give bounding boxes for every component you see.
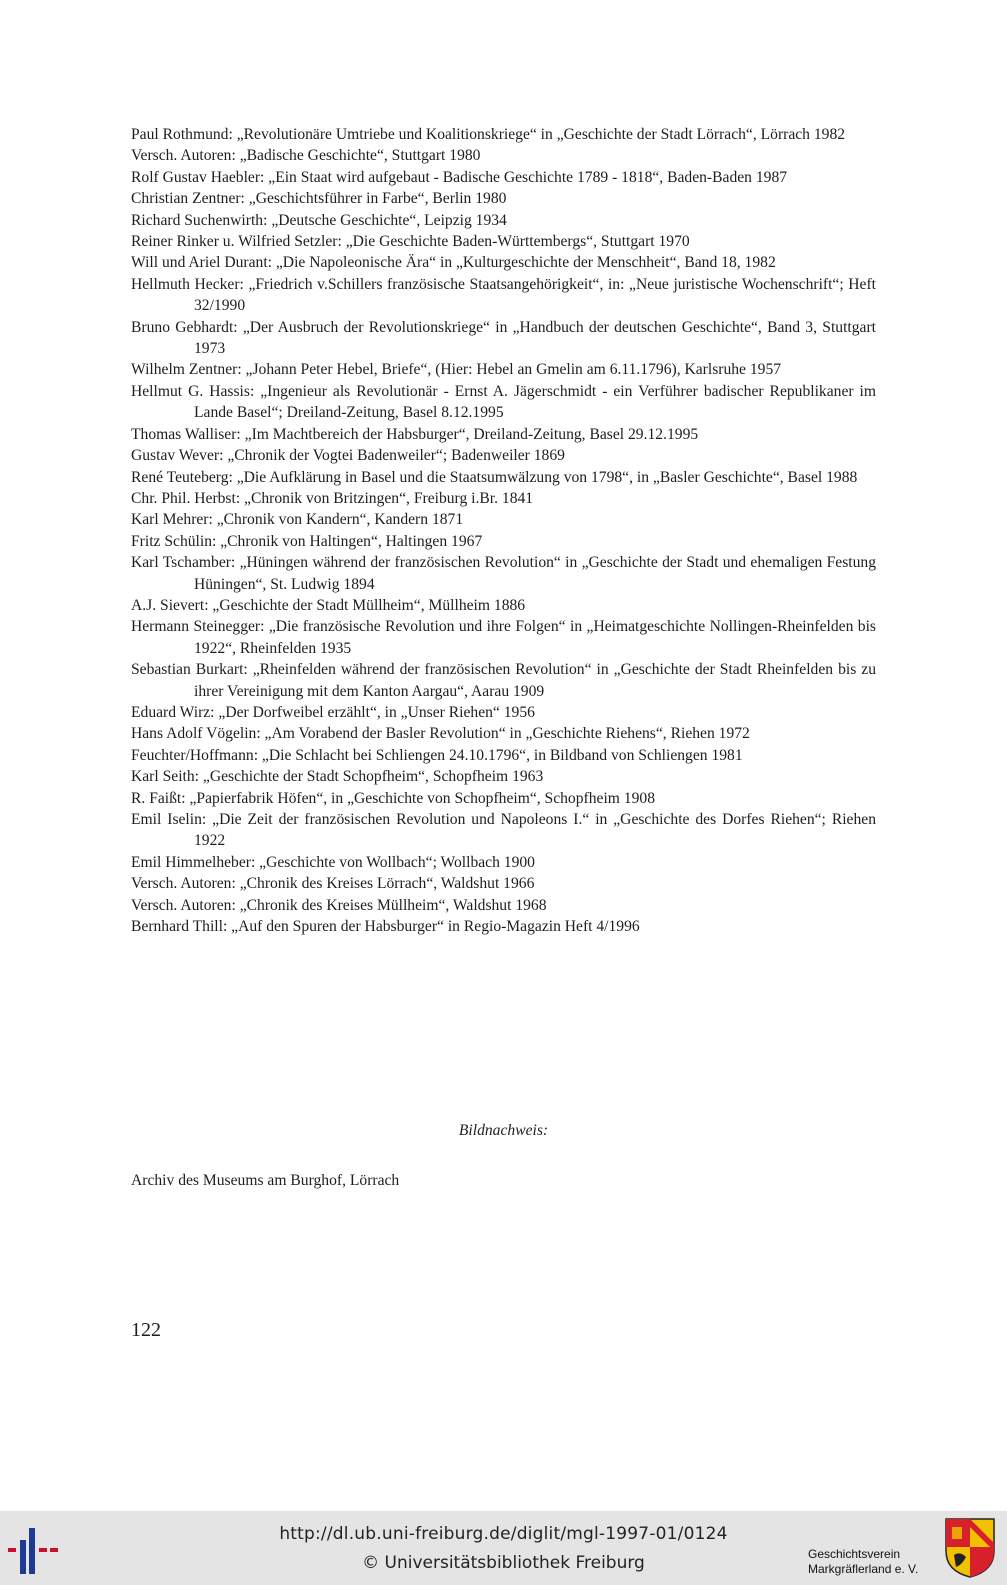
bibliography-entry: Feuchter/Hoffmann: „Die Schlacht bei Schliengen 24.10.1796“, in Bildband von Schliengen 1981 [131, 746, 743, 764]
bibliography-entry: Hellmut G. Hassis: „Ingenieur als Revolutionär - Ernst A. Jägerschmidt - ein Verführer badischer Republikaner im Lande Basel“; Dreiland-Zeitung, Basel 8.12.1995 [131, 382, 876, 422]
footer-bar [0, 1511, 1007, 1585]
bibliography-entry: Reiner Rinker u. Wilfried Setzler: „Die Geschichte Baden-Württembergs“, Stuttgart 1970 [131, 233, 690, 251]
bibliography-entry: Richard Suchenwirth: „Deutsche Geschichte“, Leipzig 1934 [131, 211, 507, 229]
footer-url-link[interactable]: http://dl.ub.uni-freiburg.de/diglit/mgl-1997-01/0124 [279, 1524, 728, 1544]
credits-text: Archiv des Museums am Burghof, Lörrach [131, 1172, 400, 1189]
bibliography-entry: Bruno Gebhardt: „Der Ausbruch der Revolutionskriege“ in „Handbuch der deutschen Geschichte“, Band 3, Stuttgart 1973 [131, 318, 876, 358]
bibliography-entry: Versch. Autoren: „Chronik des Kreises Müllheim“, Waldshut 1968 [131, 896, 547, 914]
bibliography-entry: Christian Zentner: „Geschichtsführer in Farbe“, Berlin 1980 [131, 190, 507, 208]
coat-of-arms-icon [944, 1517, 996, 1579]
bibliography-entry: Chr. Phil. Herbst: „Chronik von Britzingen“, Freiburg i.Br. 1841 [131, 489, 534, 507]
bibliography-entry: Wilhelm Zentner: „Johann Peter Hebel, Briefe“, (Hier: Hebel an Gmelin am 6.11.1796), Karlsruhe 1957 [131, 361, 782, 379]
bibliography-entry: Gustav Wever: „Chronik der Vogtei Badenweiler“; Badenweiler 1869 [131, 447, 565, 465]
bibliography-entry: Versch. Autoren: „Badische Geschichte“, Stuttgart 1980 [131, 147, 481, 165]
footer-copyright: © Universitätsbibliothek Freiburg [362, 1553, 645, 1573]
bibliography-entry: Bernhard Thill: „Auf den Spuren der Habsburger“ in Regio-Magazin Heft 4/1996 [131, 918, 640, 936]
bibliography-entry: Fritz Schülin: „Chronik von Haltingen“, Haltingen 1967 [131, 532, 483, 550]
bibliography-entry: Will und Ariel Durant: „Die Napoleonische Ära“ in „Kulturgeschichte der Menschheit“, Band 18, 1982 [131, 254, 776, 272]
bibliography-entry: Emil Himmelheber: „Geschichte von Wollbach“; Wollbach 1900 [131, 853, 535, 871]
bibliography-entry: Sebastian Burkart: „Rheinfelden während der französischen Revolution“ in „Geschichte der Stadt Rheinfelden bis zu ihrer Vereinigung mit dem Kanton Aargau“, Aarau 1909 [131, 661, 876, 700]
bibliography-entry: A.J. Sievert: „Geschichte der Stadt Müllheim“, Müllheim 1886 [131, 596, 526, 614]
bibliography-entry: R. Faißt: „Papierfabrik Höfen“, in „Geschichte von Schopfheim“, Schopfheim 1908 [131, 789, 655, 807]
page-content [131, 124, 876, 937]
bibliography-entry: Hans Adolf Vögelin: „Am Vorabend der Basler Revolution“ in „Geschichte Riehens“, Riehen 1972 [131, 725, 750, 743]
society-line-1: Geschichtsverein [808, 1547, 901, 1561]
bibliography-entry: Hellmuth Hecker: „Friedrich v.Schillers französische Staatsangehörigkeit“, in: „Neue juristische Wochenschrift“; Heft 32/1990 [131, 275, 876, 315]
bibliography-entry: Karl Tschamber: „Hüningen während der französischen Revolution“ in „Geschichte der Stadt und ehemaligen Festung Hüningen“, St. Ludwig 1894 [131, 554, 876, 593]
bibliography-entry: Hermann Steinegger: „Die französische Revolution und ihre Folgen“ in „Heimatgeschichte Nollingen-Rheinfelden bis 1922“, Rheinfelden 1935 [131, 618, 876, 657]
bibliography-entry: Paul Rothmund: „Revolutionäre Umtriebe und Koalitionskriege“ in „Geschichte der Stadt Lörrach“, Lörrach 1982 [131, 126, 846, 143]
bibliography-entry: Emil Iselin: „Die Zeit der französischen Revolution und Napoleons I.“ in „Geschichte des Dorfes Riehen“; Riehen 1922 [131, 811, 876, 850]
bibliography-entry: Thomas Walliser: „Im Machtbereich der Habsburger“, Dreiland-Zeitung, Basel 29.12.1995 [131, 425, 699, 443]
bibliography-entry: René Teuteberg: „Die Aufklärung in Basel und die Staatsumwälzung von 1798“, in „Basler Geschichte“, Basel 1988 [131, 468, 858, 486]
bibliography-entry: Versch. Autoren: „Chronik des Kreises Lörrach“, Waldshut 1966 [131, 875, 535, 893]
society-name [808, 1547, 938, 1577]
bibliography-entry: Karl Seith: „Geschichte der Stadt Schopfheim“, Schopfheim 1963 [131, 768, 544, 786]
bibliography-entry: Karl Mehrer: „Chronik von Kandern“, Kandern 1871 [131, 511, 464, 529]
page-number: 122 [131, 1319, 161, 1341]
bibliography-list [131, 124, 876, 937]
society-line-2: Markgräflerland e. V. [808, 1562, 919, 1576]
bibliography-entry: Eduard Wirz: „Der Dorfweibel erzählt“, in „Unser Riehen“ 1956 [131, 703, 535, 721]
credits-title: Bildnachweis: [458, 1122, 549, 1139]
bibliography-entry: Rolf Gustav Haebler: „Ein Staat wird aufgebaut - Badische Geschichte 1789 - 1818“, Baden-Baden 1987 [131, 168, 788, 186]
